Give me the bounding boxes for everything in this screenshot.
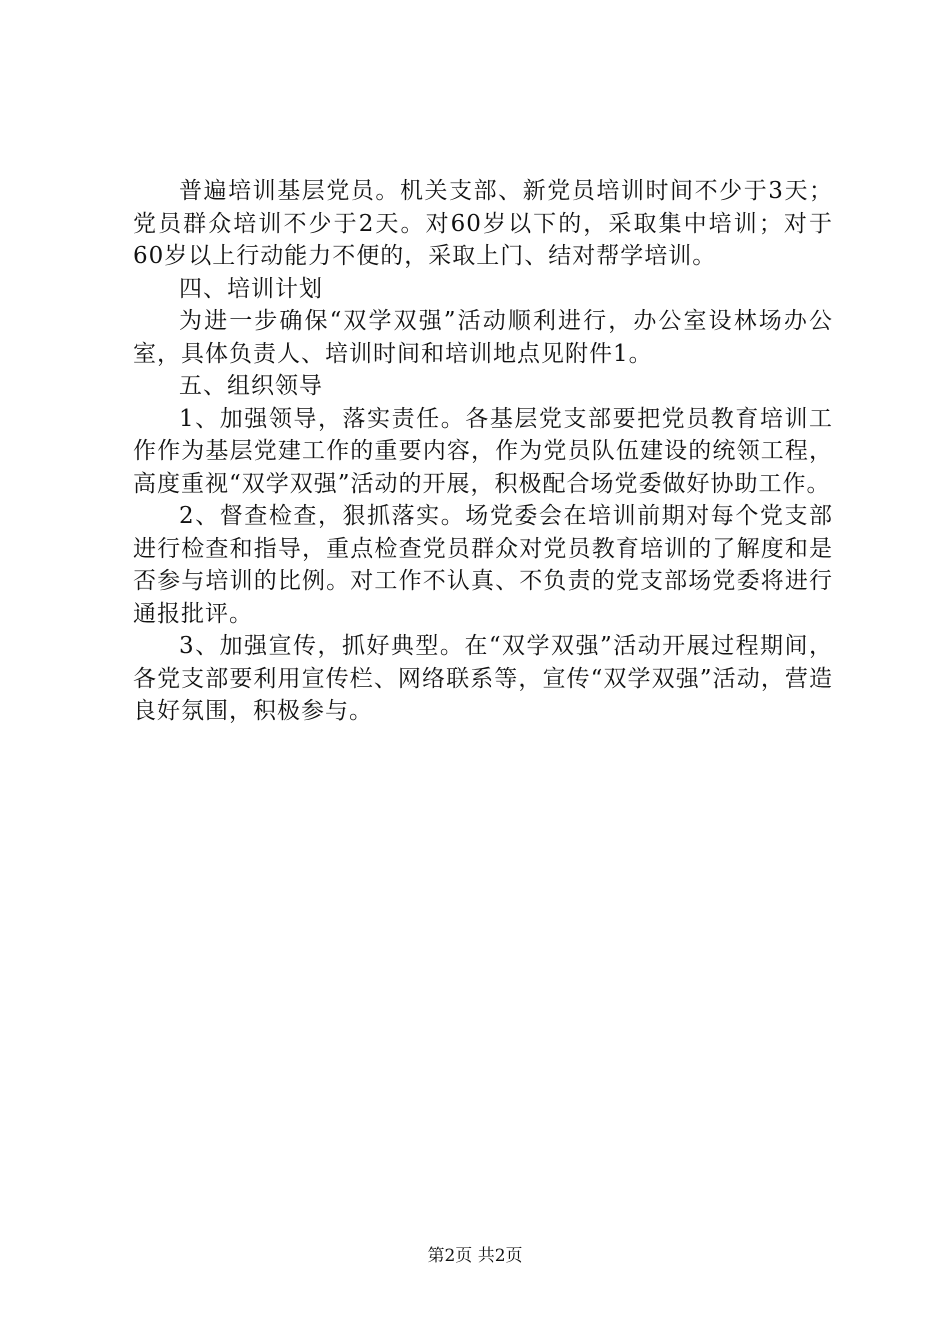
paragraph-publicity: 3、加强宣传，抓好典型。在“双学双强”活动开展过程期间，各党支部要利用宣传栏、网络联系等，宣传“双学双强”活动，营造良好氛围，积极参与。 [133, 633, 833, 724]
paragraph-supervision: 2、督查检查，狠抓落实。场党委会在培训前期对每个党支部进行检查和指导，重点检查党员群众对党员教育培训的了解度和是否参与培训的比例。对工作不认真、不负责的党支部场党委将进行通报批评。 [133, 503, 833, 627]
page-number-footer: 第2页 共2页 [427, 1246, 523, 1266]
paragraph-training-plan: 为进一步确保“双学双强”活动顺利进行，办公室设林场办公室，具体负责人、培训时间和培训地点见附件1。 [133, 308, 833, 367]
section-heading-training-plan: 四、培训计划 [179, 275, 323, 302]
document-body [133, 175, 833, 728]
paragraph-leadership: 1、加强领导，落实责任。各基层党支部要把党员教育培训工作作为基层党建工作的重要内容，作为党员队伍建设的统领工程，高度重视“双学双强”活动的开展，积极配合场党委做好协助工作。 [133, 405, 833, 497]
section-heading-organization: 五、组织领导 [179, 373, 323, 399]
paragraph-training-scope: 普遍培训基层党员。机关支部、新党员培训时间不少于3天；党员群众培训不少于2天。对60岁以下的，采取集中培训；对于60岁以上行动能力不便的，采取上门、结对帮学培训。 [133, 178, 833, 269]
